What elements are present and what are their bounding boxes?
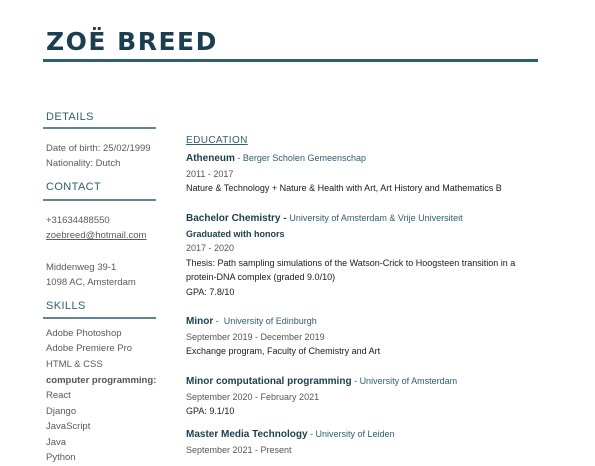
details-divider: [43, 127, 156, 129]
skill-item: HTML & CSS: [46, 359, 103, 370]
entry-description: Exchange program, Faculty of Chemistry and Art: [186, 346, 381, 357]
entry-institution: University of Amsterdam & Vrije Universiteit: [289, 213, 463, 223]
entry-separator: -: [280, 213, 290, 224]
entry-institution: Berger Scholen Gemeenschap: [242, 153, 366, 163]
details-heading: DETAILS: [46, 111, 94, 123]
entry-title: Minor computational programming: [186, 376, 352, 387]
entry-separator: -: [234, 153, 243, 163]
email-link[interactable]: zoebreed@hotmail.com: [46, 230, 147, 241]
entry-title-line: [186, 427, 546, 443]
programming-item: Python: [46, 452, 76, 463]
entry-dates: 2011 - 2017: [186, 168, 234, 179]
entry-title: Bachelor Chemistry: [186, 213, 281, 224]
education-entry-minor-programming: [186, 374, 546, 419]
date-of-birth: Date of birth: 25/02/1999: [46, 143, 151, 154]
entry-dates: September 2020 - February 2021: [186, 391, 320, 402]
entry-dates: 2017 - 2020: [186, 243, 235, 254]
entry-separator: -: [213, 316, 224, 326]
entry-title-line: [186, 211, 546, 227]
resume-name: ZOË BREED: [46, 27, 218, 56]
education-heading: EDUCATION: [186, 135, 248, 146]
entry-dates: September 2021 - Present: [186, 444, 292, 455]
entry-honors: Graduated with honors: [186, 228, 285, 239]
programming-item: Java: [46, 437, 67, 448]
programming-item: JavaScript: [46, 421, 91, 432]
programming-item: Django: [46, 406, 77, 417]
phone-number: +31634488550: [46, 215, 110, 226]
skill-item: Adobe Photoshop: [46, 328, 122, 339]
entry-description: Nature & Technology + Nature & Health with Art, Art History and Mathematics B: [186, 183, 502, 194]
entry-gpa: GPA: 9.1/10: [186, 406, 235, 417]
address-line-2: 1098 AC, Amsterdam: [46, 277, 136, 288]
contact-divider: [43, 199, 156, 201]
education-entry-bachelor: [186, 211, 546, 300]
contact-heading: CONTACT: [46, 181, 102, 193]
skill-item: Adobe Premiere Pro: [46, 343, 133, 354]
name-divider: [43, 59, 538, 62]
entry-description: protein-DNA complex (graded 9.0/10): [186, 272, 336, 283]
entry-title-line: [186, 151, 546, 167]
address-line-1: Middenweg 39-1: [46, 262, 117, 273]
skills-divider: [43, 317, 156, 319]
entry-title: Minor: [186, 316, 214, 327]
entry-institution: University of Amsterdam: [359, 376, 458, 386]
education-entry-atheneum: [186, 151, 546, 196]
nationality: Nationality: Dutch: [46, 158, 121, 169]
skills-heading: SKILLS: [46, 300, 86, 312]
entry-gpa: GPA: 7.8/10: [186, 286, 235, 297]
education-entry-minor-edinburgh: [186, 314, 546, 359]
programming-label: computer programming:: [46, 375, 157, 386]
entry-dates: September 2019 - December 2019: [186, 331, 325, 342]
entry-title-line: [186, 374, 546, 390]
entry-description: Thesis: Path sampling simulations of the Watson-Crick to Hoogsteen transition in a: [186, 257, 516, 268]
entry-title: Atheneum: [186, 153, 235, 164]
entry-title: Master Media Technology: [186, 429, 308, 440]
programming-item: React: [46, 390, 71, 401]
entry-title-line: [186, 314, 546, 330]
entry-institution: University of Leiden: [315, 429, 395, 439]
education-entry-master: [186, 427, 546, 457]
entry-institution: University of Edinburgh: [223, 316, 317, 326]
entry-separator: -: [307, 429, 316, 439]
entry-separator: -: [351, 376, 360, 386]
